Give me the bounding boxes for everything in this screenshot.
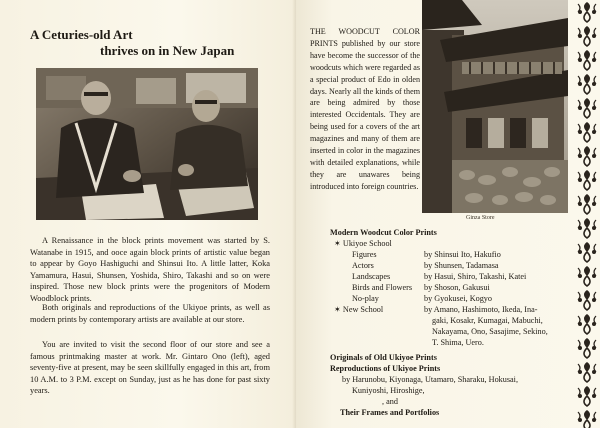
printmakers-photo-illustration [36, 68, 258, 220]
new-school-row [334, 304, 383, 315]
star-bullet-icon: ✶ [334, 239, 341, 248]
category-artists: by Gyokusei, Kogyo [424, 294, 492, 303]
decorative-border [574, 0, 600, 428]
category-name: Landscapes [352, 272, 391, 281]
right-page [296, 0, 600, 428]
ukiyoe-school-row [334, 238, 392, 249]
reproductions-artists-line: by Harunobu, Kiyonaga, Utamaro, Sharaku, Hokusai, [342, 375, 518, 384]
frames-heading: Their Frames and Portfolios [340, 408, 440, 417]
new-school-artists-line: Nakayama, Ono, Sasajime, Sekino, [432, 327, 548, 336]
woodcut-intro-text: THE WOODCUT COLOR PRINTS published by our store have become the successor of the woodcuts which were regarded as a special product of Edo in olden days. Nearly all the kinds of them are being admired by those interested Occidentals. They are being used for a covers of the art magazines and many of them are inserted in color in the magazines with detailed explanations, while they are unawares being introduced into foreign countries. [310, 27, 420, 191]
category-artists: by Hasui, Shiro, Takashi, Katei [424, 272, 527, 281]
paragraph-invitation: You are invited to visit the second floor of our store and see a famous printmaking master at work. Mr. Gintaro Ono (left), aged seventy-five at present, may be seen skillfully engaged in this art, from 10 A.M. to 3 P.M. except on Sunday, just as he has done for past sixty years. [30, 340, 270, 396]
paragraph-renaissance: A Renaissance in the block prints movement was started by S. Watanabe in 1915, and oоce again block prints of artistic value began to appear by Goyo Hashiguchi and Shinsui Ito. A little latter, Koka Yamamura, Hasui, Shunsen, Yoshida, Shiro, Takashi and so on were inspired. Those new block prints were the progenitors of Modern Woodblock prints. [30, 236, 270, 303]
ginza-store-photo [422, 0, 568, 213]
reproductions-heading: Reproductions of Ukiyoe Prints [330, 364, 441, 373]
ukiyoe-school-label: Ukiyoe School [342, 239, 392, 248]
ginza-store-caption: Ginza Store [466, 215, 495, 221]
ginza-store-illustration [422, 0, 568, 213]
category-artists: by Shoson, Gakusui [424, 283, 490, 292]
new-school-artists-line: T. Shima, Uero. [432, 338, 484, 347]
star-bullet-icon: ✶ [334, 305, 341, 314]
reproductions-artists-line: Kuniyoshi, Hiroshige, [352, 386, 425, 395]
new-school-artists-line: gaki, Kosakr, Kumagai, Mabuchi, [432, 316, 543, 325]
category-name: Figures [352, 250, 377, 259]
category-artists: by Shinsui Ito, Hakufio [424, 250, 501, 259]
originals-heading: Originals of Old Ukiyoe Prints [330, 353, 437, 362]
page-title-line-2: thrives on in New Japan [100, 43, 235, 58]
category-name: Birds and Flowers [352, 283, 413, 292]
left-page [0, 0, 296, 428]
paragraph-availability: Both originals and reproductions of the Ukiyoe prints, as well as modern prints by contemporary artists are available at our store. [30, 303, 270, 324]
ornament-border-pattern [574, 0, 600, 428]
list-heading-modern: Modern Woodcut Color Prints [330, 228, 437, 237]
page-title-line-1: A Ceturies-old Art [30, 27, 133, 42]
printmakers-photo [36, 68, 258, 220]
category-artists: by Shunsen, Tadamasa [424, 261, 499, 270]
category-name: Actors [352, 261, 374, 270]
and-text: , and [382, 397, 398, 406]
new-school-artists-line: by Amano, Hashimoto, Ikeda, Ina- [424, 305, 538, 314]
new-school-label: New School [342, 305, 384, 314]
category-name: No-play [352, 294, 379, 303]
